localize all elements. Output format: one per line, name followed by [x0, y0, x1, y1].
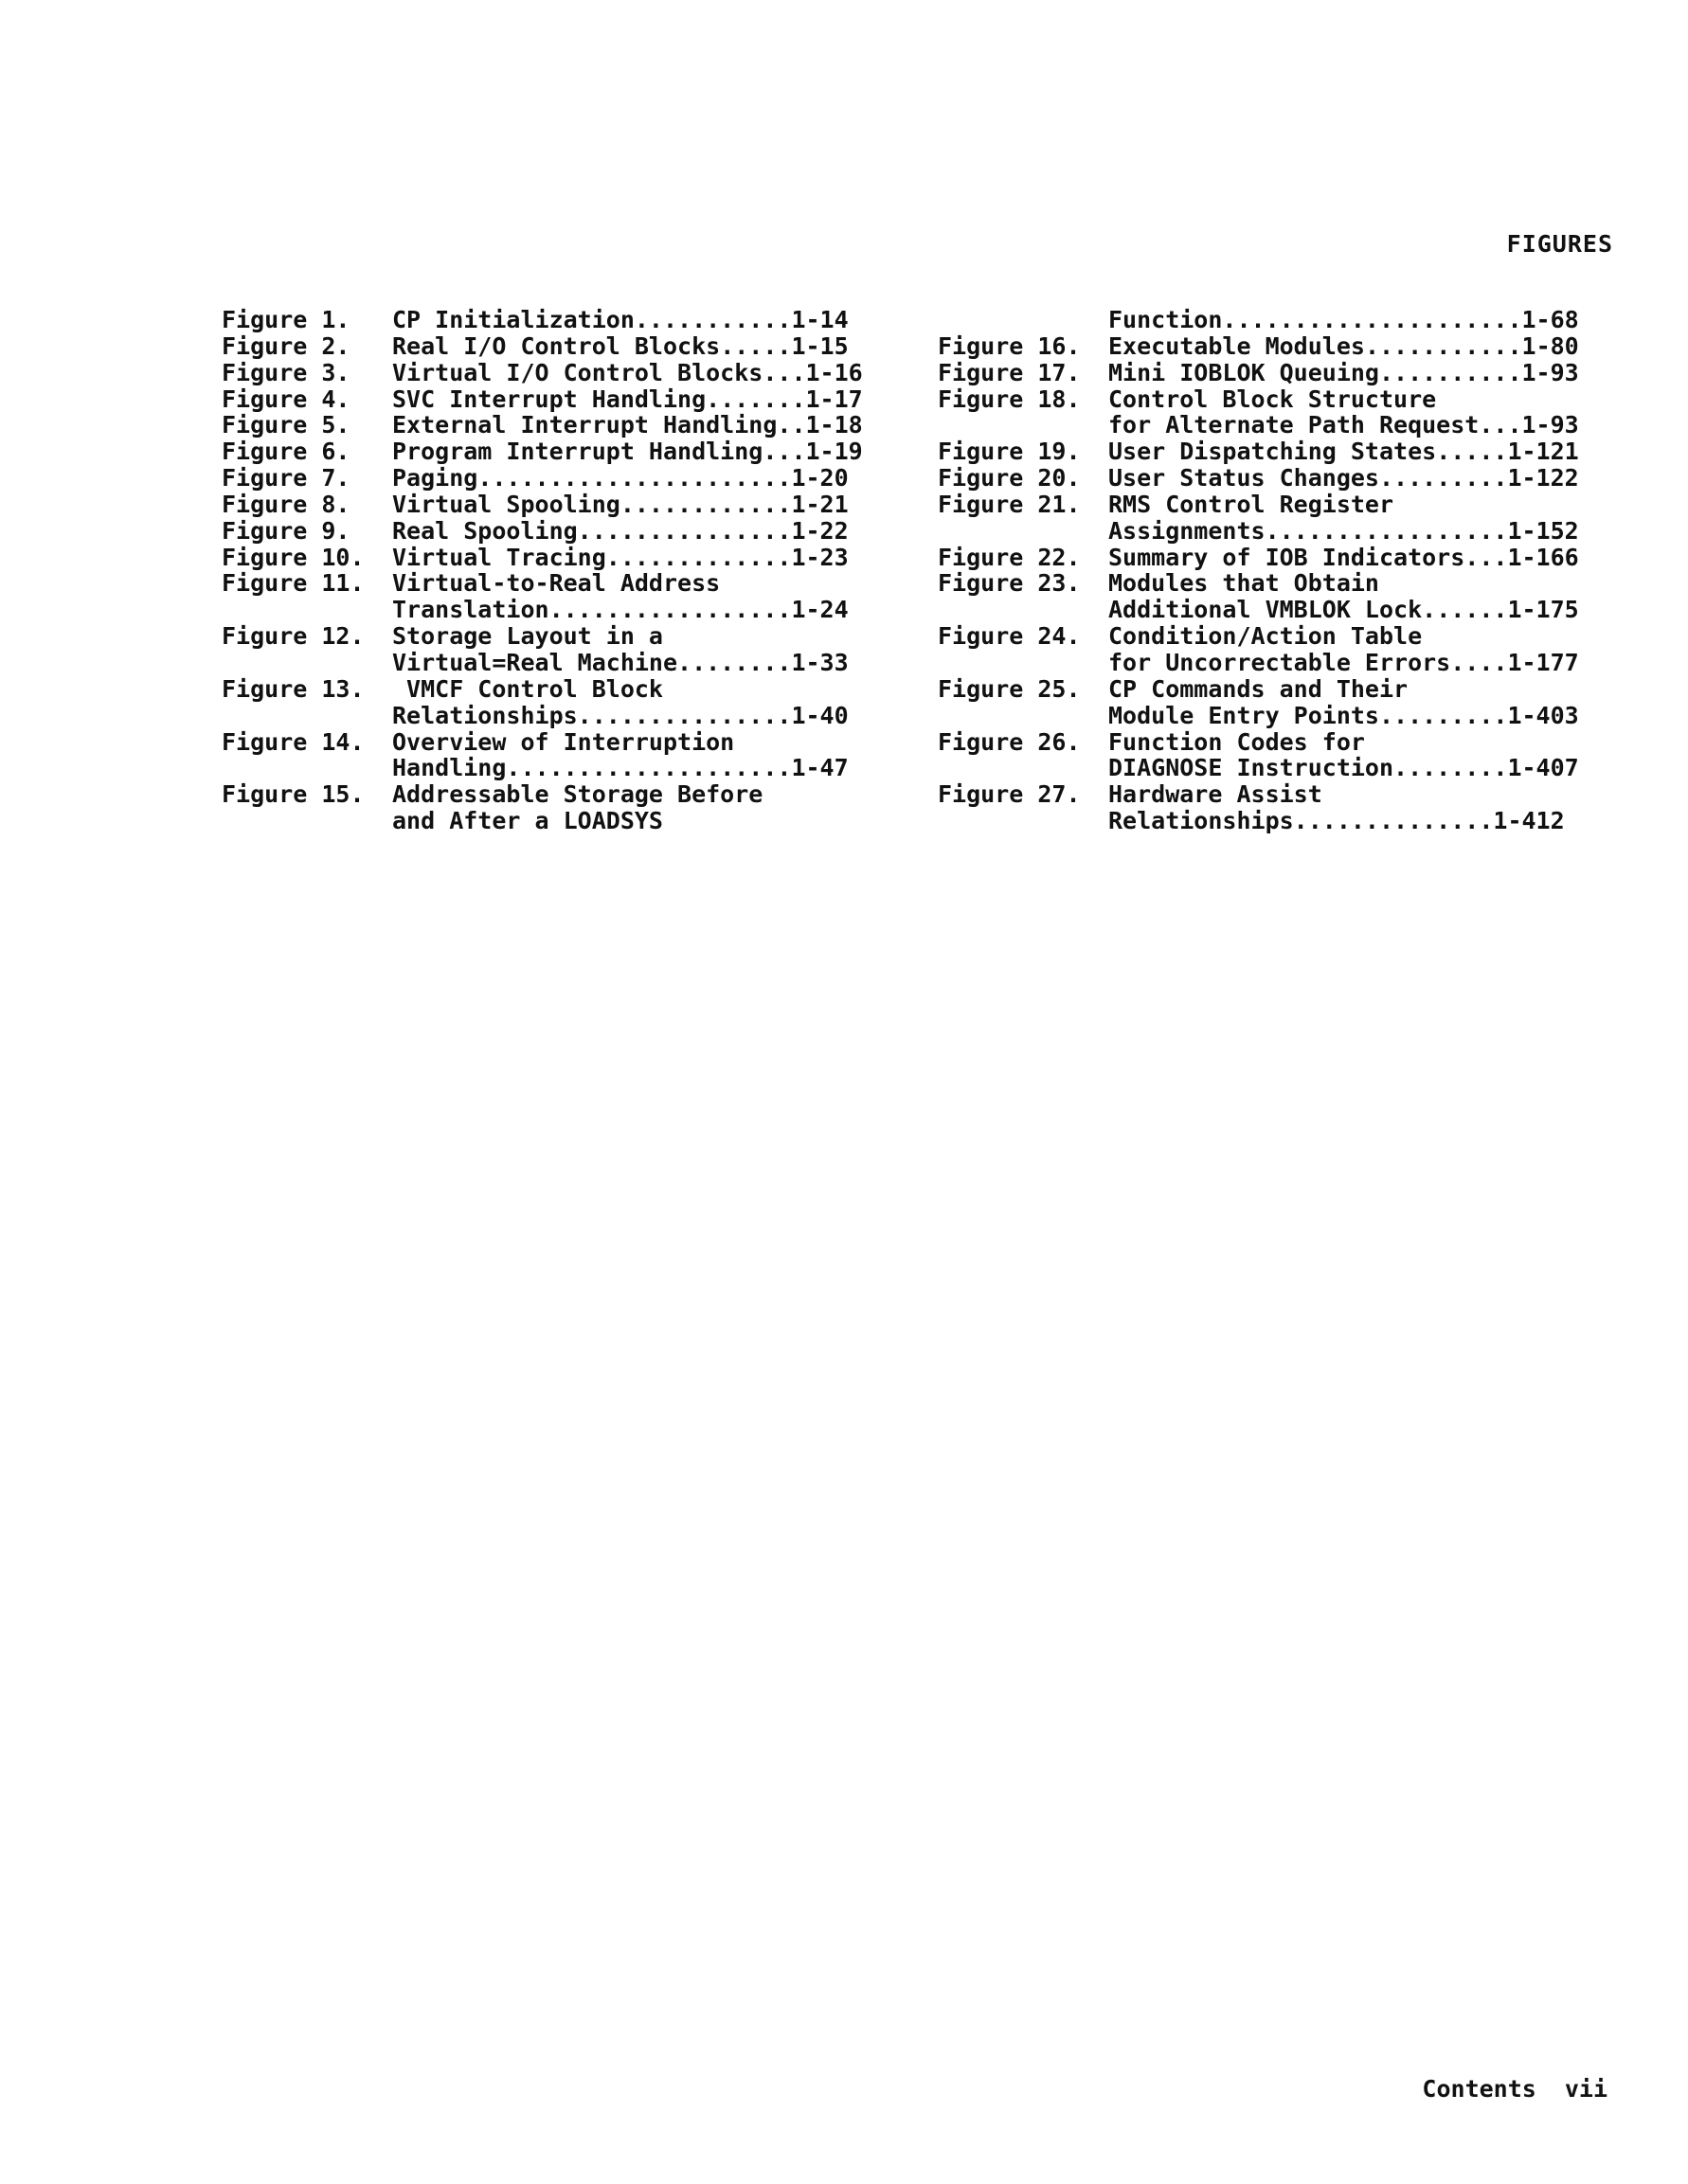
- figure-title: for Uncorrectable Errors: [1108, 648, 1451, 676]
- figure-title: Modules that Obtain: [1108, 569, 1379, 598]
- figure-number: Figure 3.: [222, 358, 350, 386]
- figure-title: Additional VMBLOK Lock: [1108, 596, 1423, 624]
- figure-number: Figure 14.: [222, 727, 365, 756]
- figure-title: Virtual Spooling: [392, 490, 620, 518]
- figure-entry: [222, 623, 863, 650]
- figure-number: Figure 7.: [222, 464, 350, 492]
- figure-number: Figure 20.: [938, 464, 1081, 492]
- figure-entry: [222, 386, 863, 413]
- figure-number: Figure 22.: [938, 543, 1081, 571]
- figure-list-left-column: [222, 307, 863, 834]
- dot-leader: ...: [1479, 411, 1522, 439]
- footer-section-label: Contents: [1422, 2075, 1536, 2103]
- figure-title: Control Block Structure: [1108, 385, 1437, 413]
- dot-leader: .................: [1265, 516, 1508, 545]
- figure-entry: [938, 729, 1579, 756]
- figure-entry: [222, 518, 863, 545]
- figure-number: Figure 10.: [222, 543, 365, 571]
- figure-number: Figure 6.: [222, 438, 350, 466]
- figure-title: User Dispatching States: [1108, 438, 1437, 466]
- figure-entry: [222, 333, 863, 360]
- figure-title: RMS Control Register: [1108, 490, 1394, 518]
- figure-page-reference: 1-68: [1521, 306, 1579, 333]
- figure-title: DIAGNOSE Instruction: [1108, 754, 1394, 782]
- dot-leader: ..............: [1293, 807, 1494, 835]
- figure-page-reference: 1-40: [791, 701, 849, 729]
- figure-entry: [222, 676, 863, 703]
- figure-page-reference: 1-152: [1507, 516, 1579, 545]
- figure-page-reference: 1-18: [805, 411, 863, 439]
- figure-page-reference: 1-93: [1521, 411, 1579, 439]
- figure-title: Translation: [392, 596, 549, 624]
- figure-page-reference: 1-17: [805, 385, 863, 413]
- footer-page-number: vii: [1564, 2075, 1607, 2103]
- figure-number: Figure 26.: [938, 727, 1081, 756]
- figure-entry-continuation: [222, 755, 863, 781]
- dot-leader: .............: [605, 543, 792, 571]
- figure-entry: [938, 439, 1579, 465]
- dot-leader: ...........: [1364, 331, 1522, 360]
- figure-title: Executable Modules: [1108, 331, 1365, 360]
- dot-leader: ...........: [634, 306, 792, 333]
- dot-leader: ....................: [506, 754, 792, 782]
- figure-title: Real Spooling: [392, 516, 578, 545]
- figure-entry: [938, 333, 1579, 360]
- figure-entry: [222, 781, 863, 808]
- figure-number: Figure 2.: [222, 331, 350, 360]
- figure-title: Addressable Storage Before: [392, 780, 763, 809]
- figure-entry: [938, 570, 1579, 597]
- figure-page-reference: 1-412: [1493, 807, 1565, 835]
- figure-entry: [938, 465, 1579, 492]
- figure-entry: [222, 570, 863, 597]
- figure-title: CP Commands and Their: [1108, 674, 1409, 703]
- figure-page-reference: 1-403: [1507, 701, 1579, 729]
- figure-title: Paging: [392, 464, 478, 492]
- figure-entry-continuation: [938, 597, 1579, 623]
- figure-title: Virtual-to-Real Address: [392, 569, 721, 598]
- dot-leader: .......: [706, 385, 806, 413]
- figure-number: Figure 11.: [222, 569, 365, 598]
- figure-entry: [222, 412, 863, 439]
- figure-title: VMCF Control Block: [392, 674, 663, 703]
- figure-entry-continuation: [222, 650, 863, 676]
- page-heading: FIGURES: [1506, 230, 1613, 258]
- figure-number: Figure 18.: [938, 385, 1081, 413]
- figure-title: Handling: [392, 754, 507, 782]
- dot-leader: ........: [1393, 754, 1508, 782]
- figure-title: Overview of Interruption: [392, 727, 735, 756]
- figure-title: Assignments: [1108, 516, 1266, 545]
- figure-entry: [938, 676, 1579, 703]
- figure-page-reference: 1-93: [1521, 358, 1579, 386]
- figure-title: Hardware Assist: [1108, 780, 1322, 809]
- dot-leader: ..........: [1378, 358, 1522, 386]
- figure-entry-continuation: [222, 597, 863, 623]
- figure-entry: [938, 386, 1579, 413]
- dot-leader: .........: [1378, 701, 1508, 729]
- figure-number: Figure 12.: [222, 622, 365, 651]
- figure-entry: [938, 781, 1579, 808]
- figure-page-reference: 1-16: [805, 358, 863, 386]
- figure-number: Figure 23.: [938, 569, 1081, 598]
- figure-entry: [222, 465, 863, 492]
- figure-title: Real I/O Control Blocks: [392, 331, 721, 360]
- figure-entry: [938, 360, 1579, 386]
- figure-title: for Alternate Path Request: [1108, 411, 1480, 439]
- figure-page-reference: 1-23: [791, 543, 849, 571]
- figure-page-reference: 1-177: [1507, 648, 1579, 676]
- figure-page-reference: 1-22: [791, 516, 849, 545]
- figure-entry: [222, 545, 863, 571]
- figure-title: Program Interrupt Handling: [392, 438, 763, 466]
- figure-number: Figure 24.: [938, 622, 1081, 651]
- dot-leader: ....: [1450, 648, 1508, 676]
- dot-leader: ...: [763, 438, 806, 466]
- figure-number: Figure 16.: [938, 331, 1081, 360]
- dot-leader: .....: [720, 331, 792, 360]
- figure-title: External Interrupt Handling: [392, 411, 778, 439]
- dot-leader: ...............: [577, 516, 792, 545]
- figure-entry-continuation: [222, 703, 863, 729]
- dot-leader: ......................: [477, 464, 792, 492]
- figure-page-reference: 1-33: [791, 648, 849, 676]
- figure-number: Figure 27.: [938, 780, 1081, 809]
- figure-entry: [938, 307, 1579, 333]
- figure-title: Condition/Action Table: [1108, 622, 1423, 651]
- figure-entry-continuation: [938, 755, 1579, 781]
- dot-leader: ........: [677, 648, 792, 676]
- figure-entry-continuation: [222, 808, 863, 834]
- figure-title: Function Codes for: [1108, 727, 1365, 756]
- figure-title: Relationships: [1108, 807, 1294, 835]
- dot-leader: ............: [620, 490, 792, 518]
- figure-title: CP Initialization: [392, 306, 635, 333]
- figure-entry: [222, 492, 863, 518]
- figure-page-reference: 1-121: [1507, 438, 1579, 466]
- figure-page-reference: 1-80: [1521, 331, 1579, 360]
- figure-title: User Status Changes: [1108, 464, 1379, 492]
- figure-number: Figure 19.: [938, 438, 1081, 466]
- figure-number: Figure 13.: [222, 674, 365, 703]
- figure-title: Virtual I/O Control Blocks: [392, 358, 763, 386]
- figure-page-reference: 1-14: [791, 306, 849, 333]
- figure-title: Summary of IOB Indicators: [1108, 543, 1465, 571]
- figure-entry-continuation: [938, 650, 1579, 676]
- dot-leader: ...: [1464, 543, 1508, 571]
- figure-number: Figure 21.: [938, 490, 1081, 518]
- dot-leader: ...............: [577, 701, 792, 729]
- figure-title: Module Entry Points: [1108, 701, 1379, 729]
- figure-number: Figure 8.: [222, 490, 350, 518]
- figure-number: Figure 1.: [222, 306, 350, 333]
- dot-leader: ..: [777, 411, 806, 439]
- figure-page-reference: 1-21: [791, 490, 849, 518]
- figure-number: Figure 5.: [222, 411, 350, 439]
- figure-title: Mini IOBLOK Queuing: [1108, 358, 1379, 386]
- figure-entry-continuation: [938, 703, 1579, 729]
- figure-list-right-column: [938, 307, 1579, 834]
- dot-leader: ......: [1422, 596, 1508, 624]
- figure-title: SVC Interrupt Handling: [392, 385, 707, 413]
- figure-title: and After a LOADSYS: [392, 807, 663, 835]
- figure-page-reference: 1-24: [791, 596, 849, 624]
- figure-entry-continuation: [938, 808, 1579, 834]
- figure-title: Relationships: [392, 701, 578, 729]
- figure-title: Storage Layout in a: [392, 622, 663, 651]
- figure-entry: [938, 623, 1579, 650]
- figure-entry: [938, 492, 1579, 518]
- page-footer: [1422, 2075, 1607, 2103]
- figure-entry: [938, 545, 1579, 571]
- figure-page-reference: 1-15: [791, 331, 849, 360]
- dot-leader: .....: [1436, 438, 1508, 466]
- figure-title: Function: [1108, 306, 1223, 333]
- figure-page-reference: 1-122: [1507, 464, 1579, 492]
- dot-leader: ...: [763, 358, 806, 386]
- figure-entry: [222, 729, 863, 756]
- figure-entry-continuation: [938, 412, 1579, 439]
- figure-number: Figure 17.: [938, 358, 1081, 386]
- figure-page-reference: 1-407: [1507, 754, 1579, 782]
- figure-title: Virtual Tracing: [392, 543, 606, 571]
- figure-entry: [222, 439, 863, 465]
- figure-number: Figure 15.: [222, 780, 365, 809]
- figure-title: Virtual=Real Machine: [392, 648, 678, 676]
- dot-leader: .........: [1378, 464, 1508, 492]
- figure-entry: [222, 360, 863, 386]
- figure-number: Figure 9.: [222, 516, 350, 545]
- figure-page-reference: 1-47: [791, 754, 849, 782]
- figure-number: Figure 25.: [938, 674, 1081, 703]
- figure-page-reference: 1-166: [1507, 543, 1579, 571]
- figure-entry: [222, 307, 863, 333]
- figure-page-reference: 1-175: [1507, 596, 1579, 624]
- figure-number: Figure 4.: [222, 385, 350, 413]
- dot-leader: .................: [548, 596, 792, 624]
- figure-entry-continuation: [938, 518, 1579, 545]
- figure-page-reference: 1-20: [791, 464, 849, 492]
- dot-leader: .....................: [1222, 306, 1522, 333]
- figure-page-reference: 1-19: [805, 438, 863, 466]
